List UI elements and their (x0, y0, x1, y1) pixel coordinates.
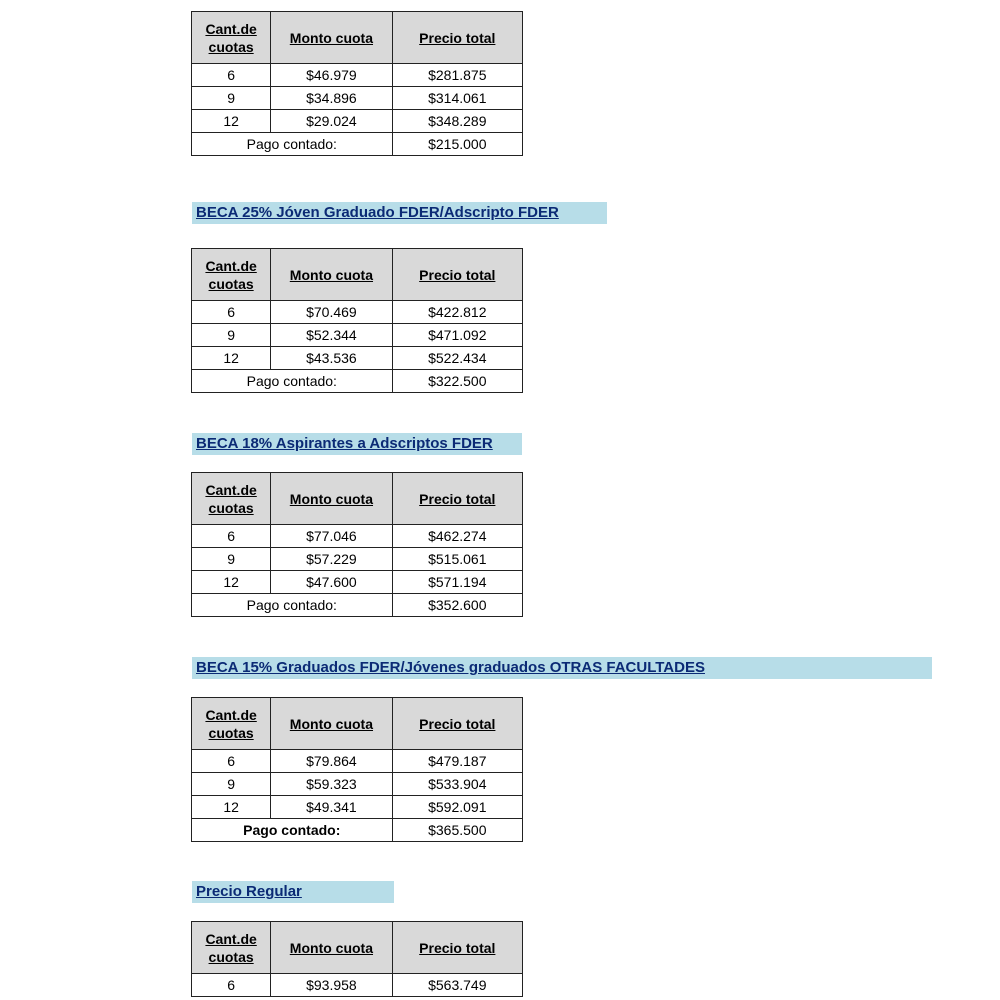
header-installments: Cant.de cuotas (192, 249, 271, 301)
section-heading-regular-price: Precio Regular (192, 881, 394, 903)
cash-payment-label: Pago contado: (192, 819, 393, 842)
header-installments: Cant.de cuotas (192, 12, 271, 64)
section-heading-beca-18: BECA 18% Aspirantes a Adscriptos FDER (192, 433, 522, 455)
header-installment-amount: Monto cuota (271, 12, 392, 64)
installments-cell: 9 (192, 548, 271, 571)
installment-amount-cell: $70.469 (271, 301, 392, 324)
total-price-cell: $422.812 (392, 301, 522, 324)
installment-amount-cell: $57.229 (271, 548, 392, 571)
table-row (192, 571, 523, 594)
table-row (192, 64, 523, 87)
total-price-cell: $281.875 (392, 64, 522, 87)
total-price-cell: $462.274 (392, 525, 522, 548)
cash-payment-label: Pago contado: (192, 594, 393, 617)
table-row (192, 974, 523, 997)
cash-payment-row (192, 370, 523, 393)
total-price-cell: $563.749 (392, 974, 522, 997)
header-total-price: Precio total (392, 249, 522, 301)
header-total-price: Precio total (392, 473, 522, 525)
installment-amount-cell: $59.323 (271, 773, 392, 796)
total-price-cell: $522.434 (392, 347, 522, 370)
installments-cell: 9 (192, 87, 271, 110)
pricing-table-beca-18 (191, 472, 523, 617)
total-price-cell: $533.904 (392, 773, 522, 796)
cash-payment-label: Pago contado: (192, 133, 393, 156)
installment-amount-cell: $49.341 (271, 796, 392, 819)
header-installments: Cant.de cuotas (192, 473, 271, 525)
table-row (192, 347, 523, 370)
cash-payment-value: $365.500 (392, 819, 522, 842)
header-total-price: Precio total (392, 922, 522, 974)
header-installment-amount: Monto cuota (271, 249, 392, 301)
installment-amount-cell: $29.024 (271, 110, 392, 133)
installments-cell: 12 (192, 571, 271, 594)
installment-amount-cell: $52.344 (271, 324, 392, 347)
header-installment-amount: Monto cuota (271, 698, 392, 750)
installments-cell: 6 (192, 301, 271, 324)
installments-cell: 9 (192, 324, 271, 347)
table-row (192, 750, 523, 773)
total-price-cell: $479.187 (392, 750, 522, 773)
installments-cell: 12 (192, 796, 271, 819)
table-row (192, 525, 523, 548)
cash-payment-row (192, 594, 523, 617)
table-row (192, 301, 523, 324)
cash-payment-row (192, 133, 523, 156)
table-row (192, 87, 523, 110)
header-total-price: Precio total (392, 12, 522, 64)
pricing-table-base (191, 11, 523, 156)
header-installment-amount: Monto cuota (271, 473, 392, 525)
table-row (192, 324, 523, 347)
pricing-table-regular (191, 921, 523, 997)
pricing-table-beca-25 (191, 248, 523, 393)
table-row (192, 773, 523, 796)
table-header-row (192, 698, 523, 750)
installment-amount-cell: $43.536 (271, 347, 392, 370)
table-row (192, 110, 523, 133)
total-price-cell: $515.061 (392, 548, 522, 571)
table-row (192, 796, 523, 819)
cash-payment-value: $215.000 (392, 133, 522, 156)
installments-cell: 9 (192, 773, 271, 796)
installments-cell: 12 (192, 110, 271, 133)
cash-payment-label: Pago contado: (192, 370, 393, 393)
total-price-cell: $471.092 (392, 324, 522, 347)
installment-amount-cell: $47.600 (271, 571, 392, 594)
total-price-cell: $314.061 (392, 87, 522, 110)
table-header-row (192, 922, 523, 974)
installment-amount-cell: $79.864 (271, 750, 392, 773)
installments-cell: 6 (192, 750, 271, 773)
table-row (192, 548, 523, 571)
installment-amount-cell: $34.896 (271, 87, 392, 110)
installments-cell: 6 (192, 974, 271, 997)
table-header-row (192, 249, 523, 301)
installment-amount-cell: $46.979 (271, 64, 392, 87)
total-price-cell: $571.194 (392, 571, 522, 594)
cash-payment-value: $352.600 (392, 594, 522, 617)
installments-cell: 12 (192, 347, 271, 370)
section-heading-beca-25: BECA 25% Jóven Graduado FDER/Adscripto FDER (192, 202, 607, 224)
header-total-price: Precio total (392, 698, 522, 750)
installment-amount-cell: $77.046 (271, 525, 392, 548)
header-installment-amount: Monto cuota (271, 922, 392, 974)
header-installments: Cant.de cuotas (192, 698, 271, 750)
cash-payment-value: $322.500 (392, 370, 522, 393)
installment-amount-cell: $93.958 (271, 974, 392, 997)
total-price-cell: $348.289 (392, 110, 522, 133)
table-header-row (192, 12, 523, 64)
header-installments: Cant.de cuotas (192, 922, 271, 974)
cash-payment-row (192, 819, 523, 842)
pricing-table-beca-15 (191, 697, 523, 842)
total-price-cell: $592.091 (392, 796, 522, 819)
installments-cell: 6 (192, 64, 271, 87)
section-heading-beca-15: BECA 15% Graduados FDER/Jóvenes graduados OTRAS FACULTADES (192, 657, 932, 679)
installments-cell: 6 (192, 525, 271, 548)
table-header-row (192, 473, 523, 525)
